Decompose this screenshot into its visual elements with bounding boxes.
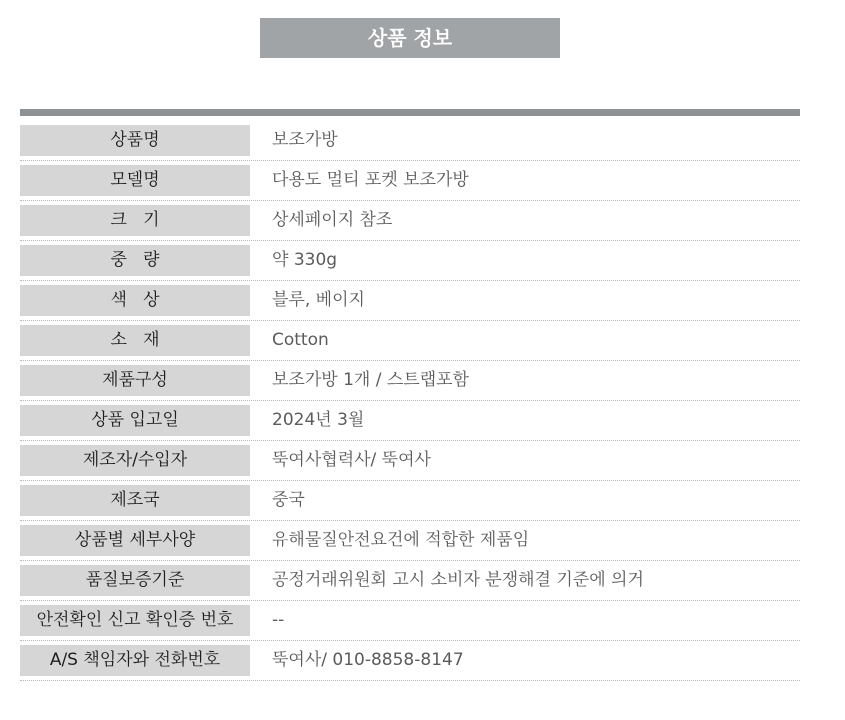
spec-label: 안전확인 신고 확인증 번호 — [20, 605, 250, 636]
spec-row-safety-cert — [20, 601, 800, 641]
spec-row-quality-standard — [20, 561, 800, 601]
spec-label: 제품구성 — [20, 365, 250, 396]
spec-row-size — [20, 201, 800, 241]
spec-row-material — [20, 321, 800, 361]
spec-value: Cotton — [272, 330, 329, 350]
spec-row-as-contact — [20, 641, 800, 681]
spec-value: 유해물질안전요건에 적합한 제품임 — [272, 530, 530, 550]
spec-label: 상품 입고일 — [20, 405, 250, 436]
spec-row-country — [20, 481, 800, 521]
spec-row-arrival-date — [20, 401, 800, 441]
spec-value: 2024년 3월 — [272, 410, 365, 430]
spec-value: -- — [272, 610, 285, 630]
spec-value: 블루, 베이지 — [272, 290, 365, 310]
spec-value: 뚝여사협력사/ 뚝여사 — [272, 450, 431, 470]
spec-value: 다용도 멀티 포켓 보조가방 — [272, 170, 469, 190]
spec-label: 크 기 — [20, 205, 250, 236]
spec-value: 보조가방 — [272, 130, 338, 150]
spec-label: A/S 책임자와 전화번호 — [20, 645, 250, 676]
spec-row-components — [20, 361, 800, 401]
spec-value: 상세페이지 참조 — [272, 210, 393, 230]
spec-label: 품질보증기준 — [20, 565, 250, 596]
spec-value: 공정거래위원회 고시 소비자 분쟁해결 기준에 의거 — [272, 570, 644, 590]
spec-row-color — [20, 281, 800, 321]
spec-value: 약 330g — [272, 250, 338, 270]
top-divider — [20, 109, 800, 116]
spec-label: 소 재 — [20, 325, 250, 356]
spec-label: 제조국 — [20, 485, 250, 516]
spec-row-manufacturer — [20, 441, 800, 481]
spec-label: 상품별 세부사양 — [20, 525, 250, 556]
spec-row-model-name — [20, 161, 800, 201]
spec-row-details — [20, 521, 800, 561]
spec-label: 중 량 — [20, 245, 250, 276]
spec-row-weight — [20, 241, 800, 281]
spec-label: 제조자/수입자 — [20, 445, 250, 476]
spec-value: 중국 — [272, 490, 305, 510]
product-info-table — [20, 121, 800, 681]
spec-value: 뚝여사/ 010-8858-8147 — [272, 650, 464, 670]
spec-label: 색 상 — [20, 285, 250, 316]
spec-label: 모델명 — [20, 165, 250, 196]
spec-row-product-name — [20, 121, 800, 161]
spec-label: 상품명 — [20, 125, 250, 156]
spec-value: 보조가방 1개 / 스트랩포함 — [272, 370, 469, 390]
section-title: 상품 정보 — [260, 18, 560, 58]
